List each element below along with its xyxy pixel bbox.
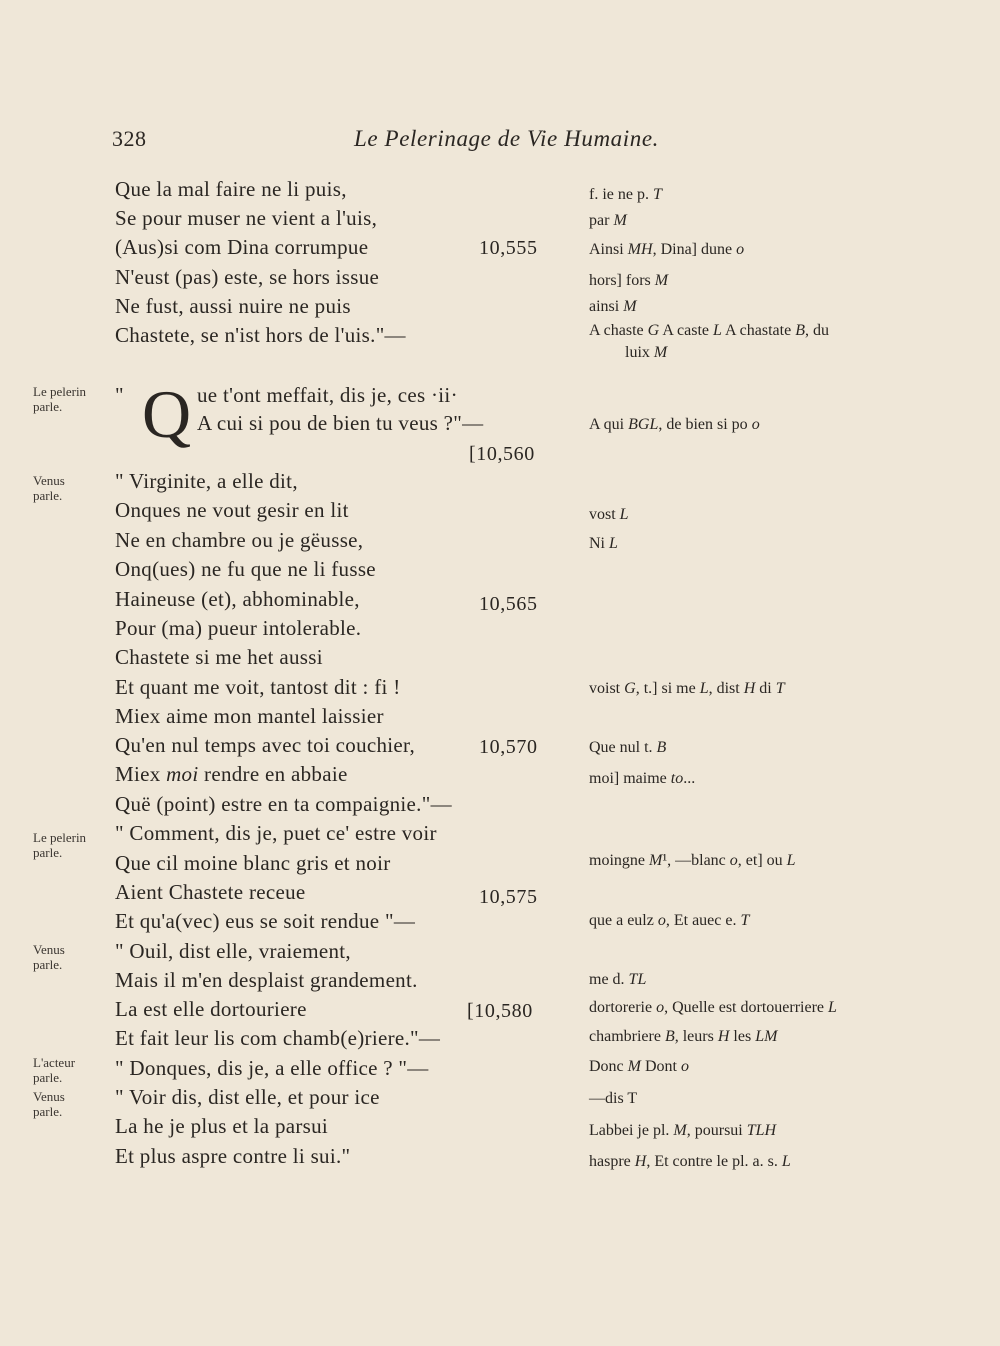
verse-line: Haineuse (et), abhominable, <box>115 587 360 611</box>
verse-line: Quë (point) estre en ta compaignie."— <box>115 792 452 816</box>
line-number: 10,570 <box>479 736 538 758</box>
verse-line: Onq(ues) ne fu que ne li fusse <box>115 557 376 581</box>
variant-note: hors] fors M <box>589 272 669 289</box>
opening-quote: " <box>115 383 124 407</box>
drop-cap: Q <box>142 376 192 452</box>
variant-note: dortorerie o, Quelle est dortouerriere L <box>589 999 837 1016</box>
verse-line: Pour (ma) pueur intolerable. <box>115 616 362 640</box>
verse-line: Miex moi rendre en abbaie <box>115 762 348 786</box>
verse-line: N'eust (pas) este, se hors issue <box>115 265 380 289</box>
variant-note: Ni L <box>589 535 618 552</box>
speaker-label: Le pelerin parle. <box>33 830 87 860</box>
variant-note: Donc M Dont o <box>589 1058 689 1075</box>
variant-note: A chaste G A caste L A chastate B, du luix M <box>589 322 829 361</box>
speaker-label: Venus parle. <box>33 473 65 503</box>
variant-note: f. ie ne p. T <box>589 186 662 203</box>
variant-note: vost L <box>589 506 629 523</box>
line-number: [10,560 <box>469 443 535 465</box>
variant-note: Labbei je pl. M, poursui TLH <box>589 1122 777 1139</box>
verse-line: " Comment, dis je, puet ce' estre voir <box>115 821 437 845</box>
speaker-label: Venus parle. <box>33 1089 65 1119</box>
verse-line: La est elle dortouriere <box>115 997 307 1021</box>
verse-line: Et fait leur lis com chamb(e)riere."— <box>115 1026 441 1050</box>
variant-note: Que nul t. B <box>589 739 667 756</box>
verse-line: Chastete si me het aussi <box>115 645 323 669</box>
variant-note: que a eulz o, Et auec e. T <box>589 912 750 929</box>
verse-line: Et qu'a(vec) eus se soit rendue "— <box>115 909 416 933</box>
verse-line: Se pour muser ne vient a l'uis, <box>115 206 378 230</box>
verse-line: Que cil moine blanc gris et noir <box>115 851 391 875</box>
verse-line: " Virginite, a elle dit, <box>115 469 298 493</box>
line-number: [10,580 <box>467 1000 533 1022</box>
speaker-label: L'acteur parle. <box>33 1055 76 1085</box>
variant-note: A qui BGL, de bien si po o <box>589 416 760 433</box>
speaker-label: Venus parle. <box>33 942 65 972</box>
verse-line: ue t'ont meffait, dis je, ces ·ii· <box>197 383 458 407</box>
variant-note: ainsi M <box>589 298 637 315</box>
verse-line: Aient Chastete receue <box>115 880 306 904</box>
running-title: Le Pelerinage de Vie Humaine. <box>354 126 660 151</box>
verse-line: Chastete, se n'ist hors de l'uis."— <box>115 323 406 347</box>
variant-note: moi] maime to... <box>589 770 696 787</box>
verse-line: La he je plus et la parsui <box>115 1114 329 1138</box>
variant-note: chambriere B, leurs H les LM <box>589 1028 778 1045</box>
verse-line: Et plus aspre contre li sui." <box>115 1144 351 1168</box>
verse-line: " Donques, dis je, a elle office ? "— <box>115 1056 429 1080</box>
page-number: 328 <box>112 126 147 151</box>
verse-line: Ne en chambre ou je gëusse, <box>115 528 364 552</box>
variant-note: haspre H, Et contre le pl. a. s. L <box>589 1153 791 1170</box>
verse-line: Ne fust, aussi nuire ne puis <box>115 294 351 318</box>
verse-line: Qu'en nul temps avec toi couchier, <box>115 733 416 757</box>
verse-line: " Voir dis, dist elle, et pour ice <box>115 1085 380 1109</box>
variant-note: Ainsi MH, Dina] dune o <box>589 241 745 258</box>
variant-note: me d. TL <box>589 971 647 988</box>
variant-note: par M <box>589 212 627 229</box>
verse-line: Mais il m'en desplaist grandement. <box>115 968 418 992</box>
speaker-label: Le pelerin parle. <box>33 384 87 414</box>
verse-line: " Ouil, dist elle, vraiement, <box>115 939 351 963</box>
verse-line: (Aus)si com Dina corrumpue <box>115 235 369 259</box>
verse-line: Que la mal faire ne li puis, <box>115 177 347 201</box>
variant-note: moingne M¹, —blanc o, et] ou L <box>589 852 796 869</box>
verse-line: Onques ne vout gesir en lit <box>115 498 349 522</box>
verse-line: Miex aime mon mantel laissier <box>115 704 384 728</box>
variant-note: voist G, t.] si me L, dist H di T <box>589 680 785 697</box>
line-number: 10,555 <box>479 237 538 259</box>
line-number: 10,575 <box>479 886 538 908</box>
page-header <box>112 126 712 160</box>
verse-line: Et quant me voit, tantost dit : fi ! <box>115 675 401 699</box>
variant-note: —dis T <box>589 1090 638 1107</box>
verse-line: A cui si pou de bien tu veus ?"— <box>197 411 484 435</box>
line-number: 10,565 <box>479 593 538 615</box>
